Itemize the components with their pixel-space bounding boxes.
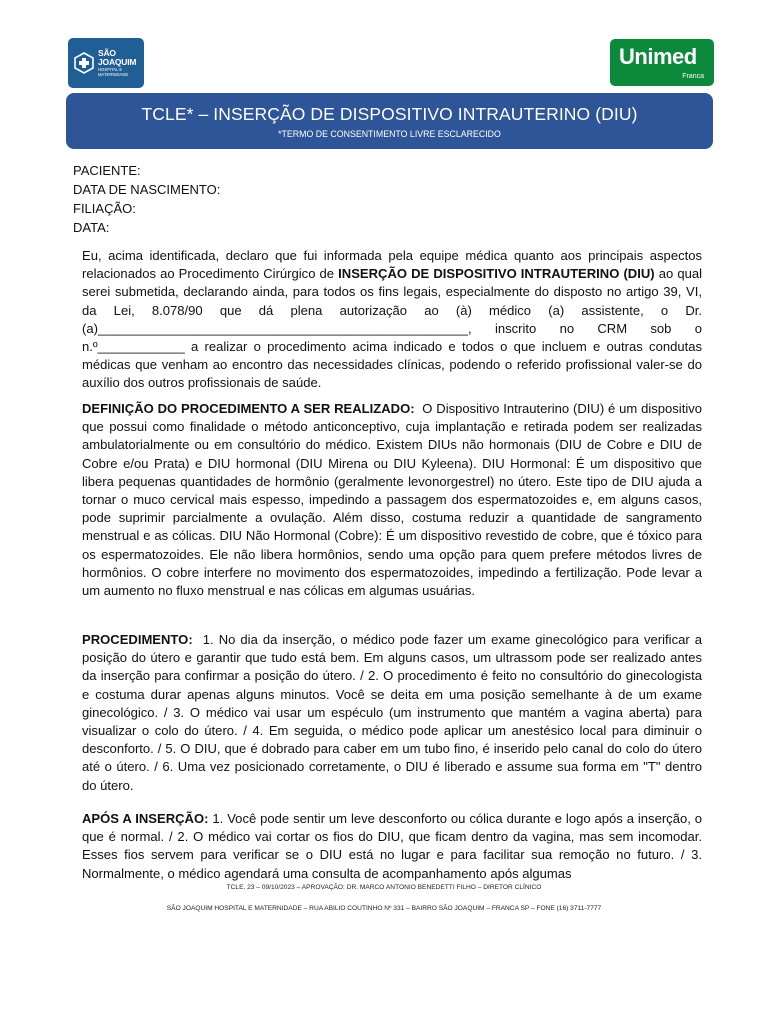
patient-fields (73, 161, 220, 237)
unimed-logo (610, 39, 714, 86)
logo-left-tagline: HOSPITAL E MATERNIDADE (98, 67, 129, 77)
hospital-cross-icon (73, 52, 95, 74)
crm-number-blank: ____________ (97, 339, 185, 355)
logo-left-name: SÃO JOAQUIM (98, 48, 137, 67)
consent-text-3: , inscrito no CRM sob o n.º (82, 320, 702, 355)
consent-paragraph (82, 247, 702, 393)
title-banner (66, 93, 713, 149)
consent-text-4: a realizar o procedimento acima indicado e todos o que incluem e outras condutas médicas que venham ao encontro das necessidades clínicas, podendo o referido profissional valer-se do auxílio dos outros profissionais de saúde. (82, 339, 702, 391)
document-subtitle: *TERMO DE CONSENTIMENTO LIVRE ESCLARECIDO (278, 129, 501, 139)
definition-heading: DEFINIÇÃO DO PROCEDIMENTO A SER REALIZADO: (82, 401, 415, 416)
after-insertion-heading: APÓS A INSERÇÃO: (82, 811, 209, 826)
footer-approval: TCLE. 23 – 09/10/2023 – APROVAÇÃO: DR. MARCO ANTONIO BENEDETTI FILHO – DIRETOR CLÍNICO (226, 884, 542, 891)
consent-text-2: ao qual serei submetida, declarando ainda, para todos os fins legais, especialmente do disposto no artigo 39, VI, da Lei, 8.078/90 que dá plena autorização ao (à) médico (a) assistente, o Dr.(a) (82, 266, 703, 336)
procedure-heading: PROCEDIMENTO: (82, 632, 193, 647)
after-insertion-paragraph (82, 810, 702, 883)
birth-date-label: DATA DE NASCIMENTO: (73, 182, 221, 197)
definition-paragraph (82, 400, 702, 600)
procedure-text: 1. No dia da inserção, o médico pode fazer um exame ginecológico para verificar a posição do útero e garantir que tudo está bem. Em alguns casos, um ultrassom pode ser realizado antes da inserção para confirmar a posição do útero. / 2. O procedimento é feito no consultório do ginecologista e costuma durar apenas alguns minutos. Você se deita em uma posição semelhante à de um exame ginecológico. / 3. O médico vai usar um espéculo (um instrumento que mantém a vagina aberta) para visualizar o colo do útero. / 4. Em seguida, o médico pode aplicar um anestésico local para diminuir o desconforto. / 5. O DIU, que é dobrado para caber em um tubo fino, é inserido pelo canal do colo do útero até o útero. / 6. Uma vez posicionado corretamente, o DIU é liberado e assume sua forma em "T" dentro do útero. (82, 632, 703, 793)
procedure-name: INSERÇÃO DE DISPOSITIVO INTRAUTERINO (DIU) (338, 266, 655, 282)
document-title: TCLE* – INSERÇÃO DE DISPOSITIVO INTRAUTERINO (DIU) (141, 104, 638, 124)
patient-label: PACIENTE: (73, 163, 141, 178)
sao-joaquim-logo (68, 38, 144, 88)
footer-address: SÃO JOAQUIM HOSPITAL E MATERNIDADE – RUA ABILIO COUTINHO Nº 331 – BAIRRO SÃO JOAQUIM – FRANCA SP – FONE (16) 3711-7777 (166, 905, 602, 912)
procedure-paragraph (82, 631, 702, 795)
doctor-name-blank: ___________________________________________________ (97, 320, 469, 336)
date-label: DATA: (73, 220, 110, 235)
consent-text-1: Eu, acima identificada, declaro que fui informada pela equipe médica quanto aos principais aspectos relacionados ao Procedimento Cirúrgico de (82, 248, 702, 282)
definition-text: O Dispositivo Intrauterino (DIU) é um dispositivo que possui como finalidade o método anticonceptivo, cuja implantação e retirada podem ser realizadas ambulatorialmente ou em consultório do médico. Existem DIUs não hormonais (DIU de Cobre e DIU de Cobre e/ou Prata) e DIU hormonal (DIU Mirena ou DIU Kyleena). DIU Hormonal: É um dispositivo que libera pequenas quantidades de hormônio (geralmente levonorgestrel) no útero. Este tipo de DIU ajuda a tornar o muco cervical mais espesso, impedindo a passagem dos espermatozoides e, em alguns casos, pode suprimir parcialmente a ovulação. Além disso, costuma reduzir a quantidade de sangramento menstrual e as cólicas. DIU Não Hormonal (Cobre): É um dispositivo revestido de cobre, que é tóxico para os espermatozoides. Ele não libera hormônios, sendo uma opção para quem prefere métodos livres de hormônios. O cobre interfere no movimento dos espermatozoides, impedindo a fertilização. Pode levar a um aumento no fluxo menstrual e nas cólicas em algumas usuárias. (82, 401, 703, 599)
unimed-city: Franca (682, 73, 704, 80)
unimed-brand: Unimed (619, 44, 697, 69)
after-insertion-text: 1. Você pode sentir um leve desconforto ou cólica durante e logo após a inserção, o que é normal. / 2. O médico vai cortar os fios do DIU, que ficam dentro da vagina, mas sem incomodar. Esses fios servem para verificar se o DIU está no lugar e para facilitar sua remoção no futuro. / 3. Normalmente, o médico agendará uma consulta de acompanhamento após algumas (82, 811, 703, 881)
filiation-label: FILIAÇÃO: (73, 201, 136, 216)
